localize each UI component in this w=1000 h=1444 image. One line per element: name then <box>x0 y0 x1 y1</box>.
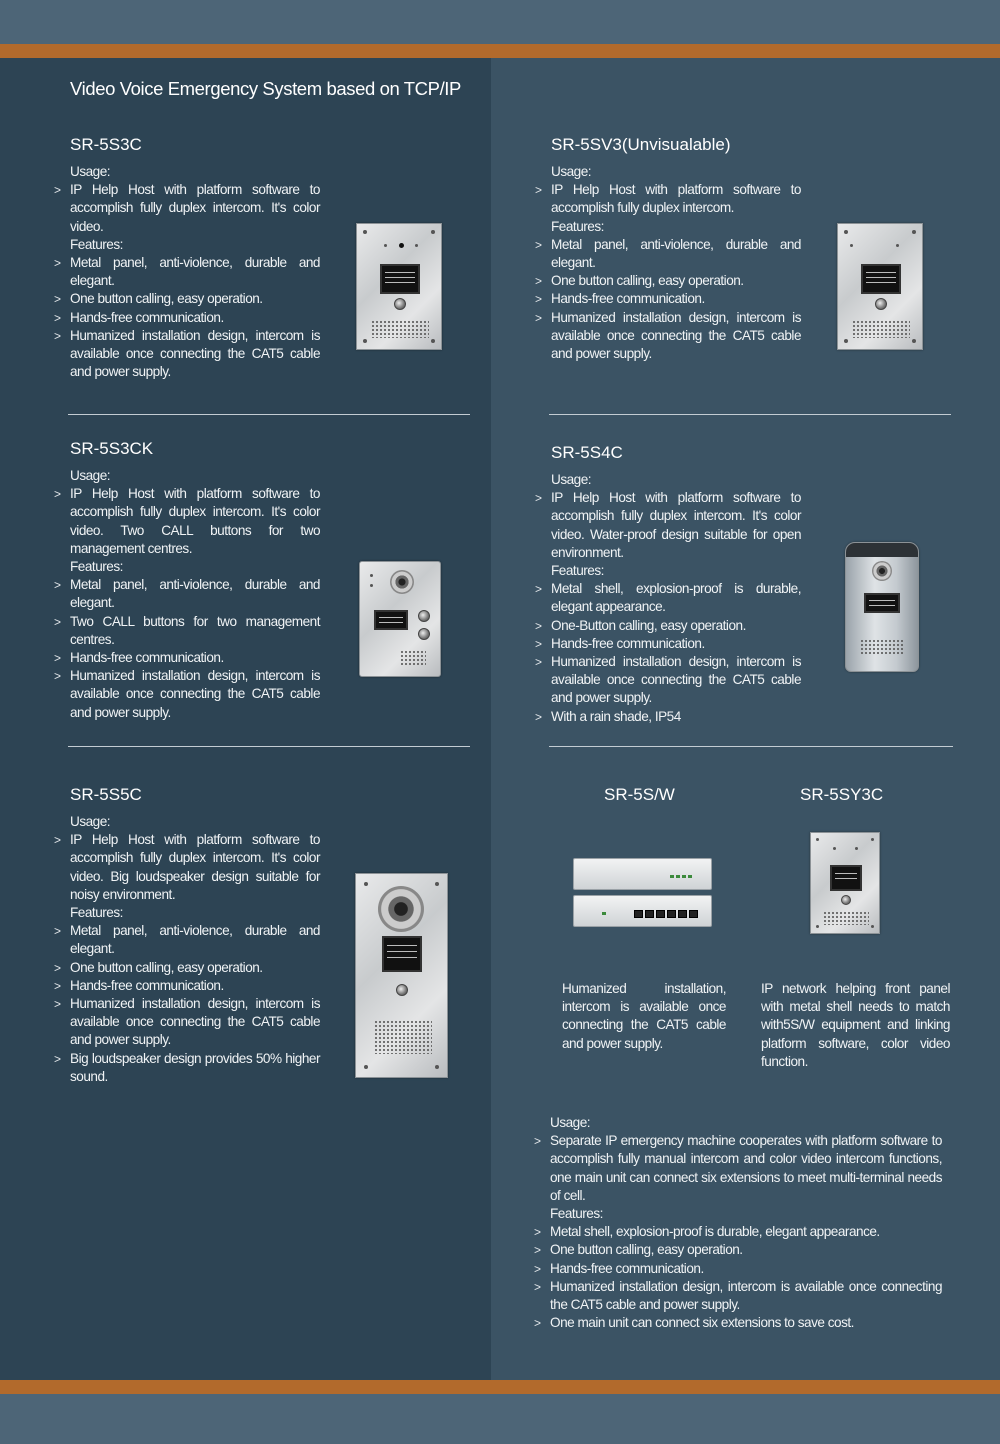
feature-item: > Metal shell, explosion-proof is durable, elegant appearance. <box>535 581 801 615</box>
sr-5sy3c-title: SR-5SY3C <box>800 785 884 804</box>
section-divider <box>68 746 470 747</box>
top-band <box>0 0 1000 44</box>
sr-5s-w-description: Humanized installation, intercom is available once connecting the CAT5 cable and power supply. <box>562 981 726 1051</box>
usage-label: Usage: <box>70 468 111 483</box>
feature-item: > Big loudspeaker design provides 50% higher sound. <box>54 1050 320 1084</box>
feature-item: > Hands-free communication. <box>54 977 224 993</box>
feature-item: > One button calling, easy operation. <box>534 1242 743 1258</box>
usage-label: Usage: <box>70 814 111 829</box>
feature-item: > Hands-free communication. <box>535 635 705 651</box>
feature-item: > One main unit can connect six extensions to save cost. <box>534 1315 854 1331</box>
product-sr-5sv3 <box>535 135 801 363</box>
feature-item: > Humanized installation design, intercom is available once connecting the CAT5 cable and power supply. <box>535 654 801 706</box>
page-title: Video Voice Emergency System based on TCP/IP <box>70 78 461 99</box>
feature-item: > Metal panel, anti-violence, durable and elegant. <box>535 236 801 271</box>
bottom-orange-stripe <box>0 1380 1000 1394</box>
product-sr-5s5c <box>54 785 320 1086</box>
feature-item: > Humanized installation design, intercom is available once connecting the CAT5 cable and power supply. <box>54 996 320 1048</box>
top-orange-stripe <box>0 44 1000 58</box>
usage-item: > IP Help Host with platform software to accomplish fully duplex intercom. It's color video. Two CALL buttons for two management centres. <box>54 486 320 556</box>
product-sr-5s3c <box>54 135 320 381</box>
feature-item: > Humanized installation design, intercom is available once connecting the CAT5 cable and power supply. <box>535 309 801 362</box>
features-label: Features: <box>70 905 123 921</box>
feature-item: > Hands-free communication. <box>534 1260 704 1276</box>
feature-item: > Humanized installation design, intercom is available once connecting the CAT5 cable and power supply. <box>54 327 320 380</box>
feature-item: > One-Button calling, easy operation. <box>535 617 746 633</box>
usage-label: Usage: <box>551 164 592 179</box>
feature-item: > Hands-free communication. <box>54 650 224 666</box>
usage-label: Usage: <box>70 164 111 179</box>
sr-5s-w-sr-5sy3c-details <box>534 1114 942 1332</box>
feature-item: > Metal panel, anti-violence, durable and elegant. <box>54 923 320 957</box>
sr-5sy3c-description: IP network helping front panel with metal shell needs to match with5S/W equipment and linking platform software, color video function. <box>761 981 950 1069</box>
sr-5sv3-device-image <box>837 223 923 350</box>
feature-item: > One button calling, easy operation. <box>54 291 263 307</box>
sr-5sy3c-device-image <box>810 832 880 934</box>
feature-item: > Humanized installation design, intercom is available once connecting the CAT5 cable and power supply. <box>54 668 320 720</box>
product-title: SR-5S3CK <box>70 439 154 458</box>
product-title: SR-5S4C <box>551 443 623 462</box>
sr-5s-w-title: SR-5S/W <box>604 785 675 804</box>
features-label: Features: <box>70 559 123 575</box>
sr-5s-w-switch-image-bottom <box>573 895 712 927</box>
feature-item: > Metal shell, explosion-proof is durable, elegant appearance. <box>534 1224 880 1240</box>
usage-item: > IP Help Host with platform software to accomplish fully duplex intercom. It's color video. Water-proof design suitable for open environment. <box>535 490 801 560</box>
features-label: Features: <box>551 218 604 234</box>
product-sr-5s3ck <box>54 439 320 722</box>
features-label: Features: <box>550 1206 603 1222</box>
usage-item: > IP Help Host with platform software to accomplish fully duplex intercom. It's color video. <box>54 182 320 234</box>
features-label: Features: <box>551 563 604 579</box>
section-divider <box>549 414 951 415</box>
feature-item: > Metal panel, anti-violence, durable and elegant. <box>54 255 320 289</box>
feature-item: > Metal panel, anti-violence, durable and elegant. <box>54 577 320 611</box>
usage-label: Usage: <box>551 472 592 487</box>
usage-label: Usage: <box>550 1115 591 1130</box>
feature-item: > Two CALL buttons for two management centres. <box>54 613 320 647</box>
feature-item: > Hands-free communication. <box>54 309 224 325</box>
usage-item: > Separate IP emergency machine cooperates with platform software to accomplish fully manual intercom and color video intercom functions, one main unit can connect six extensions to meet multi-terminal needs of cell. <box>534 1133 942 1203</box>
product-title: SR-5SV3(Unvisualable) <box>551 135 731 154</box>
usage-item: > IP Help Host with platform software to accomplish fully duplex intercom. <box>535 182 801 216</box>
sr-5s-w-switch-image-top <box>573 858 712 890</box>
section-divider <box>549 746 953 747</box>
bottom-band <box>0 1394 1000 1444</box>
sr-5s3c-device-image <box>356 223 442 350</box>
sr-5s5c-device-image <box>355 873 448 1078</box>
section-divider <box>68 414 470 415</box>
feature-item: > One button calling, easy operation. <box>54 959 263 975</box>
feature-item: > Humanized installation design, intercom is available once connecting the CAT5 cable and power supply. <box>534 1278 942 1313</box>
sr-5s4c-device-image <box>845 542 919 672</box>
product-sr-5s4c <box>535 443 801 726</box>
feature-item: > One button calling, easy operation. <box>535 273 744 289</box>
usage-item: > IP Help Host with platform software to accomplish fully duplex intercom. It's color video. Big loudspeaker design suitable for noisy environment. <box>54 832 320 902</box>
feature-item: > Hands-free communication. <box>535 291 705 307</box>
features-label: Features: <box>70 236 123 252</box>
product-title: SR-5S3C <box>70 135 142 154</box>
product-title: SR-5S5C <box>70 785 142 804</box>
feature-item: > With a rain shade, IP54 <box>535 708 681 724</box>
sr-5s3ck-device-image <box>359 561 441 677</box>
